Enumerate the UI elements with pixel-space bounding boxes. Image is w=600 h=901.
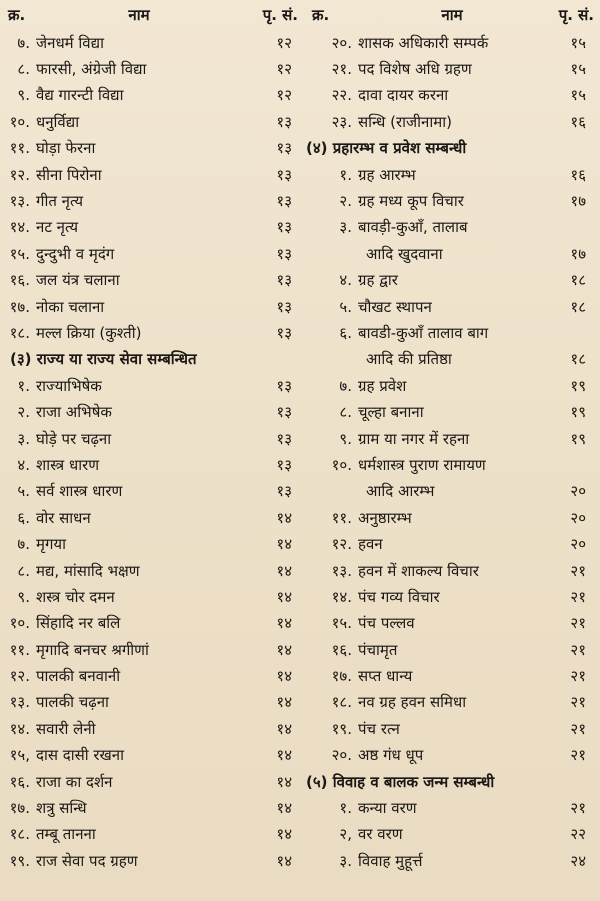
right-page-number: २१	[570, 561, 586, 580]
left-page-number: १४	[276, 535, 292, 554]
left-entry-number: १४.	[9, 218, 30, 237]
right-entry-title: ग्रह आरम्भ	[358, 165, 416, 184]
left-section-heading: (३) राज्य या राज्य सेवा सम्बन्धित	[10, 350, 197, 369]
right-entry-number: २.	[339, 192, 352, 211]
left-entry-number: १३.	[9, 693, 30, 712]
right-page-number: १५	[570, 86, 586, 105]
right-page-number: २१	[570, 587, 586, 606]
right-entry-number: २०.	[331, 746, 352, 765]
right-entry-number: १०.	[331, 455, 352, 474]
left-entry-title: फारसी, अंग्रेजी विद्या	[36, 60, 147, 79]
right-entry-title: हवन	[358, 535, 383, 554]
left-page-number: १३	[276, 376, 292, 395]
right-entry-title: ग्रह प्रवेश	[358, 376, 407, 395]
table-row	[0, 399, 600, 425]
table-row	[0, 743, 600, 769]
right-entry-title: वर वरण	[358, 825, 403, 844]
left-page-number: १४	[276, 640, 292, 659]
right-entry-title: बावड़ी-कुआँ, तालाब	[358, 218, 468, 237]
left-entry-number: १५,	[9, 746, 30, 765]
left-entry-number: ६.	[17, 508, 30, 527]
right-entry-title: ग्राम या नगर में रहना	[358, 429, 470, 448]
left-entry-title: धनुर्विद्या	[36, 112, 80, 131]
left-page-number: १३	[276, 139, 292, 158]
left-entry-title: दास दासी रखना	[36, 746, 125, 765]
right-entry-number: १९.	[331, 719, 352, 738]
right-entry-title: आदि की प्रतिष्ठा	[366, 350, 452, 369]
left-page-number: १४	[276, 746, 292, 765]
right-page-number: २०	[570, 482, 586, 501]
left-entry-title: शस्त्र चोर दमन	[36, 587, 115, 606]
right-page-number: १७	[570, 192, 586, 211]
left-entry-title: जेनधर्म विद्या	[36, 33, 104, 52]
table-row	[0, 505, 600, 531]
left-entry-title: तम्बू तानना	[36, 825, 96, 844]
left-entry-number: १५.	[9, 244, 30, 263]
right-page-number: १७	[570, 244, 586, 263]
right-entry-number: १६.	[331, 640, 352, 659]
left-entry-number: ५.	[17, 482, 30, 501]
table-row	[0, 558, 600, 584]
table-row	[0, 136, 600, 162]
right-num-header: क्र.	[312, 5, 330, 24]
left-entry-title: मद्य, मांसादि भक्षण	[36, 561, 140, 580]
right-entry-number	[304, 479, 358, 505]
header-row	[0, 0, 600, 30]
left-entry-number: ११.	[9, 640, 30, 659]
left-entry-title: गीत नृत्य	[36, 192, 84, 211]
right-entry-title: अनुष्ठारम्भ	[358, 508, 412, 527]
left-entry-number: २.	[17, 403, 30, 422]
left-num-header: क्र.	[8, 5, 26, 24]
left-page-number: १३	[276, 271, 292, 290]
left-page-number: १३	[276, 112, 292, 131]
table-row	[0, 690, 600, 716]
right-entry-number: ९.	[339, 429, 352, 448]
left-entry-title: पालकी चढ़ना	[36, 693, 109, 712]
left-entry-title: राज्याभिषेक	[36, 376, 102, 395]
left-entry-number: ९.	[17, 587, 30, 606]
left-entry-number: ३.	[17, 429, 30, 448]
right-page-number: १८	[570, 297, 586, 316]
left-entry-number: ४.	[17, 455, 30, 474]
right-entry-number: १७.	[331, 667, 352, 686]
left-entry-title: मृगया	[36, 535, 67, 554]
right-page-number: २१	[570, 693, 586, 712]
right-entry-number: १४.	[331, 587, 352, 606]
left-entry-number: ८.	[17, 60, 30, 79]
right-entry-number: ३.	[339, 218, 352, 237]
left-entry-title: नट नृत्य	[36, 218, 79, 237]
right-entry-title: पंच पल्लव	[358, 614, 415, 633]
left-entry-number: १.	[17, 376, 30, 395]
left-page-number: १३	[276, 244, 292, 263]
left-page-number: १४	[276, 851, 292, 870]
left-entry-number: १८.	[9, 825, 30, 844]
table-row	[0, 479, 600, 505]
right-section-heading: (५) विवाह व बालक जन्म सम्बन्धी	[306, 772, 495, 791]
right-entry-title: आदि आरम्भ	[366, 482, 435, 501]
left-page-number: १३	[276, 482, 292, 501]
table-row	[0, 452, 600, 478]
left-entry-number: १६.	[9, 772, 30, 791]
right-entry-number: ५.	[339, 297, 352, 316]
right-entry-number: २,	[339, 825, 352, 844]
table-row	[0, 268, 600, 294]
left-entry-title: जल यंत्र चलाना	[36, 271, 120, 290]
left-page-number: १३	[276, 192, 292, 211]
table-row	[0, 584, 600, 610]
right-entry-number: १.	[339, 165, 352, 184]
left-entry-number: ८.	[17, 561, 30, 580]
right-entry-number: ४.	[339, 271, 352, 290]
right-entry-number: १२.	[331, 535, 352, 554]
table-row	[0, 109, 600, 135]
table-row	[0, 769, 600, 795]
right-entry-title: नव ग्रह हवन समिधा	[358, 693, 467, 712]
right-entry-title: बावडी-कुआँ तालाव बाग	[358, 323, 489, 342]
right-entry-title: ग्रह मध्य कूप विचार	[358, 192, 464, 211]
left-entry-title: राजा अभिषेक	[36, 403, 112, 422]
left-name-header: नाम	[128, 5, 150, 24]
left-page-number: १४	[276, 799, 292, 818]
right-entry-title: अष्ठ गंध धूप	[358, 746, 424, 765]
right-entry-number: ३.	[339, 851, 352, 870]
left-entry-number: ११.	[9, 139, 30, 158]
left-entry-number: १८.	[9, 323, 30, 342]
left-entry-number: १६.	[9, 271, 30, 290]
table-row	[0, 848, 600, 874]
left-page-number: १३	[276, 297, 292, 316]
left-page-number: १३	[276, 455, 292, 474]
left-entry-title: सिंहादि नर बलि	[36, 614, 121, 633]
right-page-number: १८	[570, 271, 586, 290]
table-row	[0, 294, 600, 320]
right-entry-title: दावा दायर करना	[358, 86, 449, 105]
table-row	[0, 531, 600, 557]
left-page-number: १३	[276, 218, 292, 237]
left-entry-number: ७.	[17, 535, 30, 554]
right-page-number: १५	[570, 33, 586, 52]
right-page-number: १९	[570, 376, 586, 395]
left-entry-number: १९.	[9, 851, 30, 870]
table-row	[0, 611, 600, 637]
left-page-number: १४	[276, 825, 292, 844]
right-entry-title: विवाह मुहूर्त्त	[358, 851, 423, 870]
right-entry-title: सन्धि (राजीनामा)	[358, 112, 452, 131]
right-page-header: पृ. सं.	[558, 5, 594, 24]
right-entry-title: धर्मशास्त्र पुराण रामायण	[358, 455, 486, 474]
left-entry-title: वैद्य गारन्टी विद्या	[36, 86, 124, 105]
left-entry-number: ९.	[17, 86, 30, 105]
right-entry-title: पद विशेष अधि ग्रहण	[358, 60, 472, 79]
left-entry-number: १२.	[9, 165, 30, 184]
right-page-number: २१	[570, 667, 586, 686]
table-row	[0, 30, 600, 56]
left-entry-title: सर्व शास्त्र धारण	[36, 482, 123, 501]
left-page-number: १४	[276, 772, 292, 791]
left-page-number: १४	[276, 693, 292, 712]
left-page-number: १४	[276, 667, 292, 686]
left-entry-number: १२.	[9, 667, 30, 686]
right-entry-number: १.	[339, 799, 352, 818]
right-page-number	[546, 320, 600, 346]
right-entry-title: सप्त धान्य	[358, 667, 413, 686]
left-entry-title: घोड़े पर चढ़ना	[36, 429, 112, 448]
table-row	[0, 83, 600, 109]
right-entry-number: ६.	[339, 323, 352, 342]
right-page-number: २४	[570, 851, 586, 870]
left-page-number: १४	[276, 719, 292, 738]
right-page-number: २०	[570, 508, 586, 527]
contents-body	[0, 30, 600, 875]
left-entry-title: शास्त्र धारण	[36, 455, 100, 474]
right-page-number: १८	[570, 350, 586, 369]
left-page-number: १४	[276, 508, 292, 527]
table-row	[0, 637, 600, 663]
left-page-number: १४	[276, 587, 292, 606]
left-entry-title: नोका चलाना	[36, 297, 105, 316]
right-entry-title: हवन में शाकल्य विचार	[358, 561, 479, 580]
table-row	[0, 320, 600, 346]
left-page-number: १२	[276, 60, 292, 79]
right-section-heading: (४) प्रहारम्भ व प्रवेश सम्बन्धी	[306, 139, 467, 158]
right-entry-number: २०.	[331, 33, 352, 52]
table-row	[0, 56, 600, 82]
right-page-number: १९	[570, 429, 586, 448]
table-row	[0, 426, 600, 452]
right-entry-title: ग्रह द्वार	[358, 271, 398, 290]
right-page-number: २१	[570, 799, 586, 818]
right-name-header: नाम	[441, 5, 463, 24]
right-entry-number: २१.	[331, 60, 352, 79]
right-page-number	[546, 452, 600, 478]
right-entry-title: पंच रत्न	[358, 719, 400, 738]
right-entry-title: शासक अधिकारी सम्पर्क	[358, 33, 489, 52]
right-entry-number: १३.	[331, 561, 352, 580]
right-page-number: २१	[570, 640, 586, 659]
right-entry-title: चौखट स्थापन	[358, 297, 432, 316]
right-page-number: २१	[570, 746, 586, 765]
left-entry-title: घोड़ा फेरना	[36, 139, 96, 158]
right-page-number: २१	[570, 614, 586, 633]
table-row	[0, 716, 600, 742]
right-page-number: १९	[570, 403, 586, 422]
right-page-number	[546, 215, 600, 241]
left-page-number: १३	[276, 403, 292, 422]
table-row	[0, 347, 600, 373]
right-page-number: २०	[570, 535, 586, 554]
right-page-number: २२	[570, 825, 586, 844]
left-entry-title: राज सेवा पद ग्रहण	[36, 851, 138, 870]
right-entry-number: २२.	[331, 86, 352, 105]
right-entry-number: २३.	[331, 112, 352, 131]
left-page-header: पृ. सं.	[262, 5, 298, 24]
right-entry-title: पंचामृत	[358, 640, 398, 659]
left-entry-number: ७.	[17, 33, 30, 52]
right-entry-number: ८.	[339, 403, 352, 422]
left-page-number: १४	[276, 614, 292, 633]
right-entry-title: चूल्हा बनाना	[358, 403, 424, 422]
table-row	[0, 795, 600, 821]
left-entry-title: वोर साधन	[36, 508, 91, 527]
left-page-number: १२	[276, 86, 292, 105]
left-page-number: १३	[276, 165, 292, 184]
left-entry-title: दुन्दुभी व मृदंग	[36, 244, 115, 263]
left-entry-number: १७.	[9, 297, 30, 316]
left-entry-number: १७.	[9, 799, 30, 818]
left-entry-title: राजा का दर्शन	[36, 772, 113, 791]
right-entry-title: आदि खुदवाना	[366, 244, 443, 263]
left-entry-title: मृगादि बनचर श्रगीणां	[36, 640, 149, 659]
left-page-number: १३	[276, 429, 292, 448]
right-entry-number	[304, 347, 358, 373]
table-row	[0, 241, 600, 267]
left-entry-number: १०.	[9, 112, 30, 131]
right-entry-number: १८.	[331, 693, 352, 712]
table-row	[0, 822, 600, 848]
left-entry-title: शत्रु सन्धि	[36, 799, 87, 818]
table-row	[0, 663, 600, 689]
left-entry-number: १०.	[9, 614, 30, 633]
right-entry-number: १५.	[331, 614, 352, 633]
left-entry-title: सीना पिरोना	[36, 165, 102, 184]
right-entry-title: पंच गव्य विचार	[358, 587, 440, 606]
left-page-number: १२	[276, 33, 292, 52]
right-entry-number	[304, 241, 358, 267]
table-row	[0, 373, 600, 399]
right-page-number: १६	[570, 165, 586, 184]
right-entry-title: कन्या वरण	[358, 799, 417, 818]
table-row	[0, 162, 600, 188]
right-entry-number: ११.	[331, 508, 352, 527]
table-row	[0, 215, 600, 241]
left-entry-number: १४.	[9, 719, 30, 738]
left-page-number: १४	[276, 561, 292, 580]
left-entry-number: १३.	[9, 192, 30, 211]
left-entry-title: मल्ल क्रिया (कुश्ती)	[36, 323, 142, 342]
right-entry-number: ७.	[339, 376, 352, 395]
left-entry-title: सवारी लेनी	[36, 719, 96, 738]
right-page-number: २१	[570, 719, 586, 738]
left-entry-title: पालकी बनवानी	[36, 667, 121, 686]
table-row	[0, 188, 600, 214]
left-page-number: १३	[276, 323, 292, 342]
right-page-number: १६	[570, 112, 586, 131]
right-page-number: १५	[570, 60, 586, 79]
